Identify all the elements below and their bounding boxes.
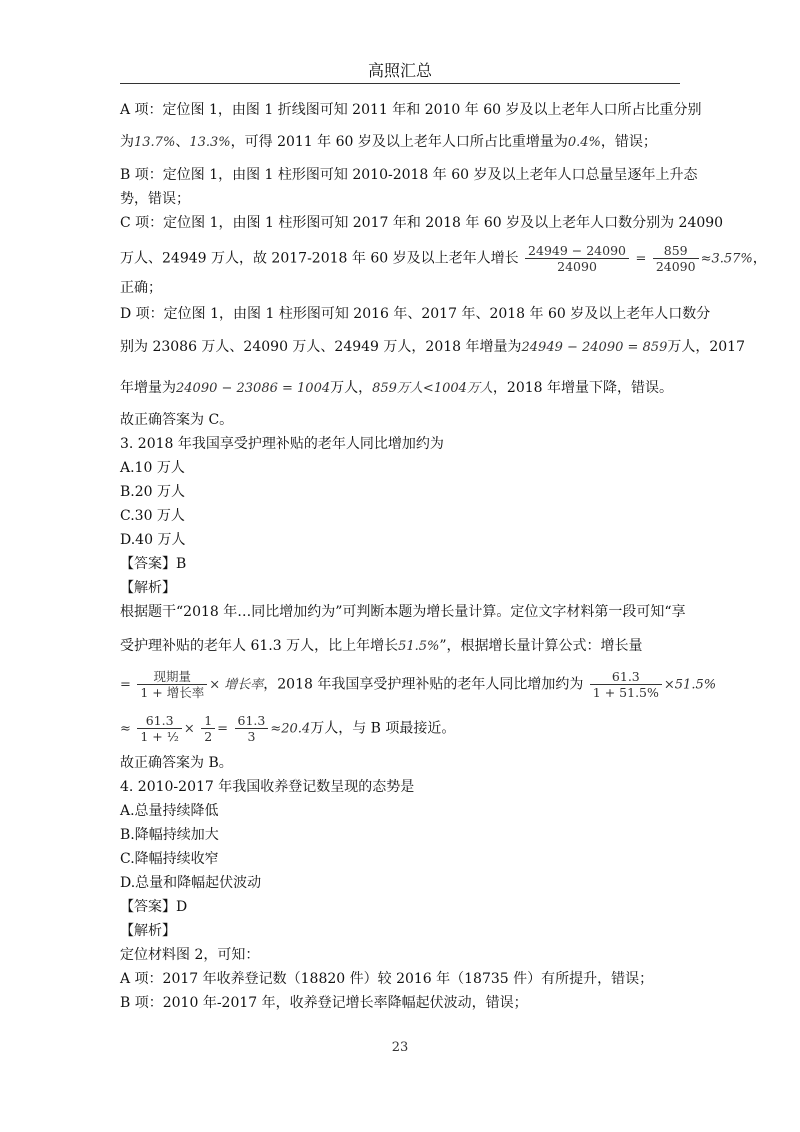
numerator: 1	[201, 713, 215, 729]
question-3-option-b: B.20 万人	[120, 484, 186, 500]
text: 年增量为	[120, 380, 176, 396]
math-value: 0.4%	[567, 135, 601, 150]
text: 万人，2017	[667, 339, 745, 355]
question-4-analysis-line-2: A 项：2017 年收养登记数（18820 件）较 2016 年（18735 件）有所提升，错误；	[120, 971, 654, 987]
option-d-conclusion: 故正确答案为 C。	[120, 412, 234, 428]
question-4-analysis-heading: 【解析】	[120, 923, 176, 939]
text: 受护理补贴的老年人 61.3 万人，比上年增长	[120, 638, 399, 654]
question-3-analysis-line-4	[120, 713, 455, 744]
numerator: 61.3	[235, 713, 269, 729]
question-3-conclusion: 故正确答案为 B。	[120, 755, 233, 771]
text: 万人，	[330, 380, 373, 396]
text: ”，根据增长量计算公式：增长量	[439, 638, 643, 654]
text: ，	[752, 250, 767, 267]
numerator: 现期量	[137, 669, 207, 685]
fraction	[137, 713, 182, 744]
question-3-analysis-line-1: 根据题干“2018 年…同比增加约为”可判断本题为增长量计算。定位文字材料第一段可知“享	[120, 604, 686, 620]
fraction	[653, 243, 699, 274]
option-b-line-1: B 项：定位图 1，由图 1 柱形图可知 2010-2018 年 60 岁及以上老年人口总量呈逐年上升态	[120, 167, 698, 183]
text: 万人，与 B 项最接近。	[310, 720, 456, 737]
header-rule	[120, 83, 680, 84]
option-d-line-1: D 项：定位图 1，由图 1 柱形图可知 2016 年、2017 年、2018 年 60 岁及以上老年人口数分	[120, 306, 711, 322]
math-value: 859万人<1004万人	[372, 381, 493, 396]
denominator: 24090	[557, 259, 597, 274]
option-a-line-1: A 项：定位图 1，由图 1 折线图可知 2011 年和 2010 年 60 岁及以上老年人口所占比重分别	[120, 102, 702, 118]
denominator: 1 + 51.5%	[592, 685, 659, 700]
math-symbol: ×	[183, 721, 195, 737]
denominator: 3	[247, 729, 256, 744]
math-value: ≈20.4	[270, 721, 311, 737]
question-3-analysis-line-2	[120, 636, 643, 657]
page-number: 23	[391, 1040, 409, 1055]
option-c-line-1: C 项：定位图 1，由图 1 柱形图可知 2017 年和 2018 年 60 岁及以上老年人口数分别为 24090	[120, 215, 724, 231]
option-b-line-2: 势，错误；	[120, 191, 190, 207]
denominator: 2	[204, 729, 213, 744]
text: 万人、24949 万人，故 2017-2018 年 60 岁及以上老年人增长	[120, 250, 519, 267]
text: ，2018 年我国享受护理补贴的老年人同比增加约为	[263, 676, 584, 693]
text: ，2018 年增量下降，错误。	[492, 380, 673, 396]
question-4-option-b: B.降幅持续加大	[120, 827, 219, 843]
fraction	[137, 669, 207, 700]
numerator: 61.3	[590, 669, 662, 685]
numerator: 24949 − 24090	[525, 243, 629, 259]
math-symbol: =	[120, 677, 131, 693]
math-symbol: =	[635, 251, 647, 267]
option-d-line-2	[120, 337, 745, 358]
math-symbol: ≈	[120, 721, 131, 737]
math-value: × 增长率	[209, 677, 264, 693]
text: 、	[175, 134, 190, 150]
question-4-option-a: A.总量持续降低	[120, 803, 219, 819]
math-value: ≈3.57%	[700, 251, 753, 267]
option-a-line-2	[120, 132, 657, 153]
math-value: ×51.5%	[663, 677, 717, 693]
question-4-option-c: C.降幅持续收窄	[120, 851, 219, 867]
math-value: 24949 − 24090 = 859	[521, 340, 668, 355]
option-c-line-3: 正确；	[120, 280, 162, 296]
question-3-answer: 【答案】B	[120, 556, 187, 572]
denominator: 1 + 增长率	[140, 685, 205, 700]
denominator: 1 + ½	[140, 729, 179, 744]
text: ，可得 2011 年 60 岁及以上老年人口所占比重增量为	[230, 134, 568, 150]
question-3-option-c: C.30 万人	[120, 508, 185, 524]
math-value: 13.3%	[189, 135, 231, 150]
option-c-line-2	[120, 243, 767, 274]
question-4-answer: 【答案】D	[120, 899, 188, 915]
question-4-option-d: D.总量和降幅起伏波动	[120, 875, 262, 891]
question-3-option-d: D.40 万人	[120, 532, 186, 548]
math-value: 13.7%	[134, 135, 176, 150]
fraction	[235, 713, 269, 744]
denominator: 24090	[655, 259, 696, 274]
fraction	[590, 669, 662, 700]
question-3-option-a: A.10 万人	[120, 460, 185, 476]
question-4-analysis-line-1: 定位材料图 2，可知：	[120, 947, 260, 963]
math-symbol: =	[217, 721, 229, 737]
option-d-line-3	[120, 378, 673, 399]
question-3-stem: 3. 2018 年我国享受护理补贴的老年人同比增加约为	[120, 436, 444, 452]
text: 为	[120, 134, 134, 150]
numerator: 859	[653, 243, 699, 259]
fraction	[201, 713, 215, 744]
question-3-analysis-heading: 【解析】	[120, 580, 176, 596]
text: 别为 23086 万人、24090 万人、24949 万人，2018 年增量为	[120, 339, 522, 355]
page-header-title: 高照汇总	[367, 61, 432, 80]
numerator: 61.3	[137, 713, 182, 729]
fraction	[525, 243, 629, 274]
text: ，错误；	[600, 134, 657, 150]
math-value: 51.5%	[398, 639, 440, 654]
question-4-stem: 4. 2010-2017 年我国收养登记数呈现的态势是	[120, 779, 415, 795]
question-4-analysis-line-3: B 项：2010 年-2017 年，收养登记增长率降幅起伏波动，错误；	[120, 995, 528, 1011]
question-3-analysis-line-3	[120, 669, 716, 700]
math-value: 24090 − 23086 = 1004	[176, 381, 331, 396]
